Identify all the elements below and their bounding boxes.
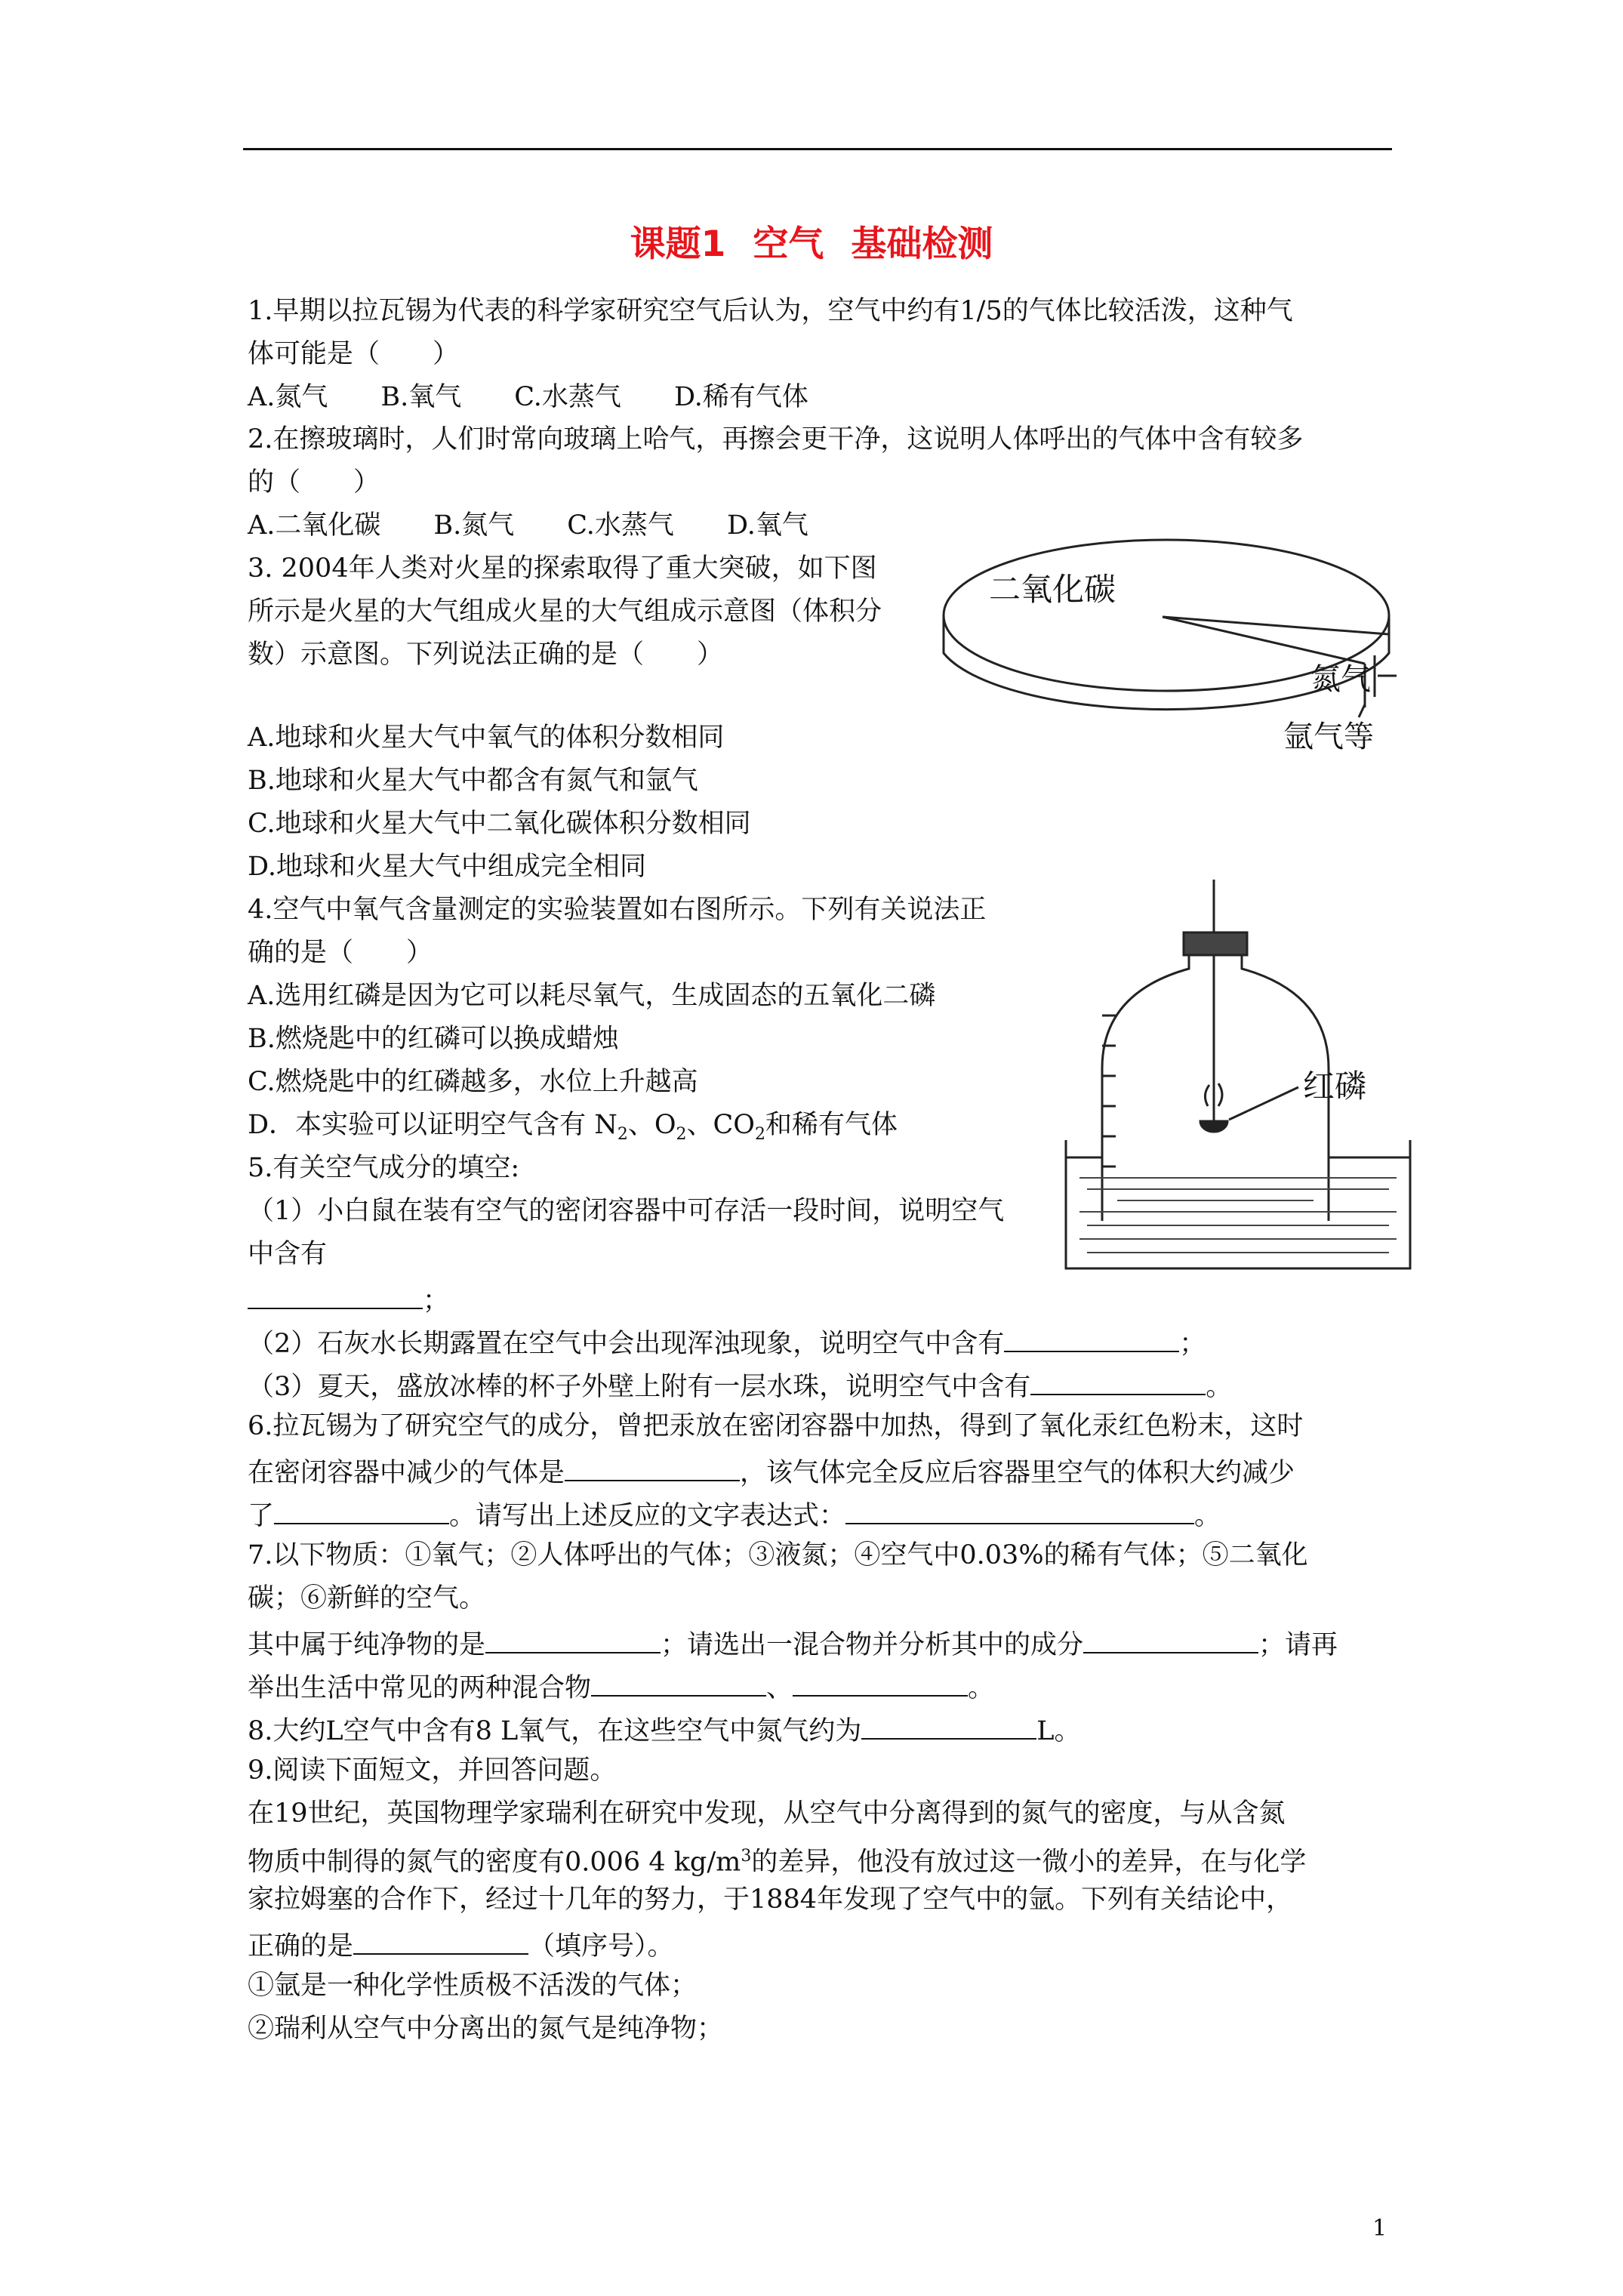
q1-line2: 体可能是（ ）	[248, 339, 460, 369]
q2-options	[248, 509, 808, 542]
q3-option-b: B.地球和火星大气中都含有氮气和氩气	[248, 766, 698, 796]
label-red-phosphorus: 红磷	[1303, 1068, 1367, 1105]
q2-option-d: D.氧气	[726, 510, 808, 541]
q3-option-d: D.地球和火星大气中组成完全相同	[248, 852, 646, 882]
q1-options	[248, 381, 808, 414]
q3-option-c: C.地球和火星大气中二氧化碳体积分数相同	[248, 809, 751, 839]
q6-line3: 了 。请写出上述反应的文字表达式： 。	[248, 1496, 1221, 1533]
q9-line4: 家拉姆塞的合作下，经过十几年的努力，于1884年发现了空气中的氩。下列有关结论中，	[248, 1885, 1293, 1915]
q7-line4: 举出生活中常见的两种混合物 、 。	[248, 1668, 994, 1705]
label-ar: 氩气等	[1283, 720, 1374, 754]
q6-blank-1[interactable]	[565, 1453, 740, 1481]
q5-blank-3[interactable]	[1030, 1367, 1206, 1395]
q5-line4: （2）石灰水长期露置在空气中会出现浑浊现象，说明空气中含有 ；	[248, 1324, 1206, 1361]
q5-blank-1[interactable]	[248, 1281, 423, 1309]
page-number: 1	[1372, 2215, 1387, 2242]
q9-line3: 物质中制得的氮气的密度有0.006 4 $kg/m^3$的差异，他没有放过这一微小的差异，在与化学	[248, 1847, 1307, 1878]
page-title: 课题1 空气 基础检测	[630, 223, 993, 265]
q7-line3: 其中属于纯净物的是 ；请选出一混合物并分析其中的成分 ；请再	[248, 1625, 1338, 1662]
q9-item2: ②瑞利从空气中分离出的氮气是纯净物；	[248, 2014, 724, 2044]
q9-blank[interactable]	[353, 1926, 528, 1955]
label-co2: 二氧化碳	[989, 571, 1116, 608]
q5-line3: 中含有	[248, 1239, 328, 1269]
header-rule	[243, 148, 1392, 150]
q4-option-a: A.选用红磷是因为它可以耗尽氧气，生成固态的五氧化二磷	[248, 981, 936, 1011]
q7-blank-2[interactable]	[1083, 1625, 1258, 1653]
q6-blank-3[interactable]	[845, 1496, 1194, 1524]
q3-option-a: A.地球和火星大气中氧气的体积分数相同	[248, 723, 725, 753]
q6-blank-2[interactable]	[274, 1496, 449, 1524]
q7-line1: 7.以下物质：①氧气；②人体呼出的气体；③液氮；④空气中0.03%的稀有气体；⑤二氧化	[248, 1540, 1308, 1570]
q2-option-a: A.二氧化碳	[248, 510, 381, 541]
q3-line3: 数）示意图。下列说法正确的是（ ）	[248, 639, 724, 670]
q4-option-b: B.燃烧匙中的红磷可以换成蜡烛	[248, 1024, 619, 1054]
q1-line1: 1.早期以拉瓦锡为代表的科学家研究空气后认为，空气中约有1/5的气体比较活泼，这种气	[248, 296, 1293, 326]
q7-blank-1[interactable]	[485, 1625, 661, 1653]
q5-line1: 5.有关空气成分的填空:	[248, 1153, 520, 1183]
q7-blank-3[interactable]	[591, 1668, 766, 1697]
water-trough	[1066, 1140, 1410, 1268]
q1-option-b: B.氧气	[380, 382, 462, 412]
q2-option-c: C.水蒸气	[567, 510, 674, 541]
q9-line2: 在19世纪，英国物理学家瑞利在研究中发现，从空气中分离得到的氮气的密度，与从含氮	[248, 1798, 1286, 1829]
q2-line2: 的（ ）	[248, 467, 380, 498]
phosphorus-leader-line	[1229, 1087, 1298, 1120]
q6-line1: 6.拉瓦锡为了研究空气的成分，曾把汞放在密闭容器中加热，得到了氧化汞红色粉末，这时	[248, 1411, 1304, 1441]
q4-line1: 4.空气中氧气含量测定的实验装置如右图所示。下列有关说法正	[248, 895, 987, 925]
q4-option-c: C.燃烧匙中的红磷越多，水位上升越高	[248, 1067, 698, 1097]
q1-option-d: D.稀有气体	[673, 382, 808, 412]
q5-blank-2[interactable]	[1004, 1324, 1179, 1352]
q5-blank1-line: ；	[248, 1281, 449, 1318]
q1-option-a: A.氮气	[248, 382, 328, 412]
q9-item1: ①氩是一种化学性质极不活泼的气体；	[248, 1971, 698, 2001]
q1-option-c: C.水蒸气	[514, 382, 621, 412]
label-n2: 氮气	[1310, 662, 1371, 697]
q2-line1: 2.在擦玻璃时，人们时常向玻璃上哈气，再擦会更干净，这说明人体呼出的气体中含有较多	[248, 424, 1304, 455]
q9-line5: 正确的是 （填序号）。	[248, 1926, 674, 1963]
q5-line5: （3）夏天，盛放冰棒的杯子外壁上附有一层水珠，说明空气中含有 。	[248, 1367, 1232, 1404]
stopper	[1184, 932, 1247, 955]
q7-line2: 碳；⑥新鲜的空气。	[248, 1583, 486, 1613]
q5-line2: （1）小白鼠在装有空气的密闭容器中可存活一段时间，说明空气	[248, 1196, 1005, 1226]
q7-blank-4[interactable]	[793, 1668, 968, 1697]
q9-line1: 9.阅读下面短文，并回答问题。	[248, 1755, 617, 1786]
q8-line: 8.大约L空气中含有8 L氧气，在这些空气中氮气约为 L。	[248, 1711, 1081, 1748]
q3-line2: 所示是火星的大气组成火星的大气组成示意图（体积分	[248, 596, 882, 627]
combustion-spoon	[1200, 1121, 1227, 1132]
q4-line2: 确的是（ ）	[248, 938, 433, 968]
q6-line2: 在密闭容器中减少的气体是 ，该气体完全反应后容器里空气的体积大约减少	[248, 1453, 1295, 1490]
q3-line1: 3. 2004年人类对火星的探索取得了重大突破，如下图	[248, 553, 877, 584]
q4-option-d: D．本实验可以证明空气含有 $N_2$、$O_2$、$CO_2$和稀有气体	[248, 1110, 898, 1144]
q8-blank[interactable]	[861, 1711, 1036, 1740]
q2-option-b: B.氮气	[433, 510, 515, 541]
